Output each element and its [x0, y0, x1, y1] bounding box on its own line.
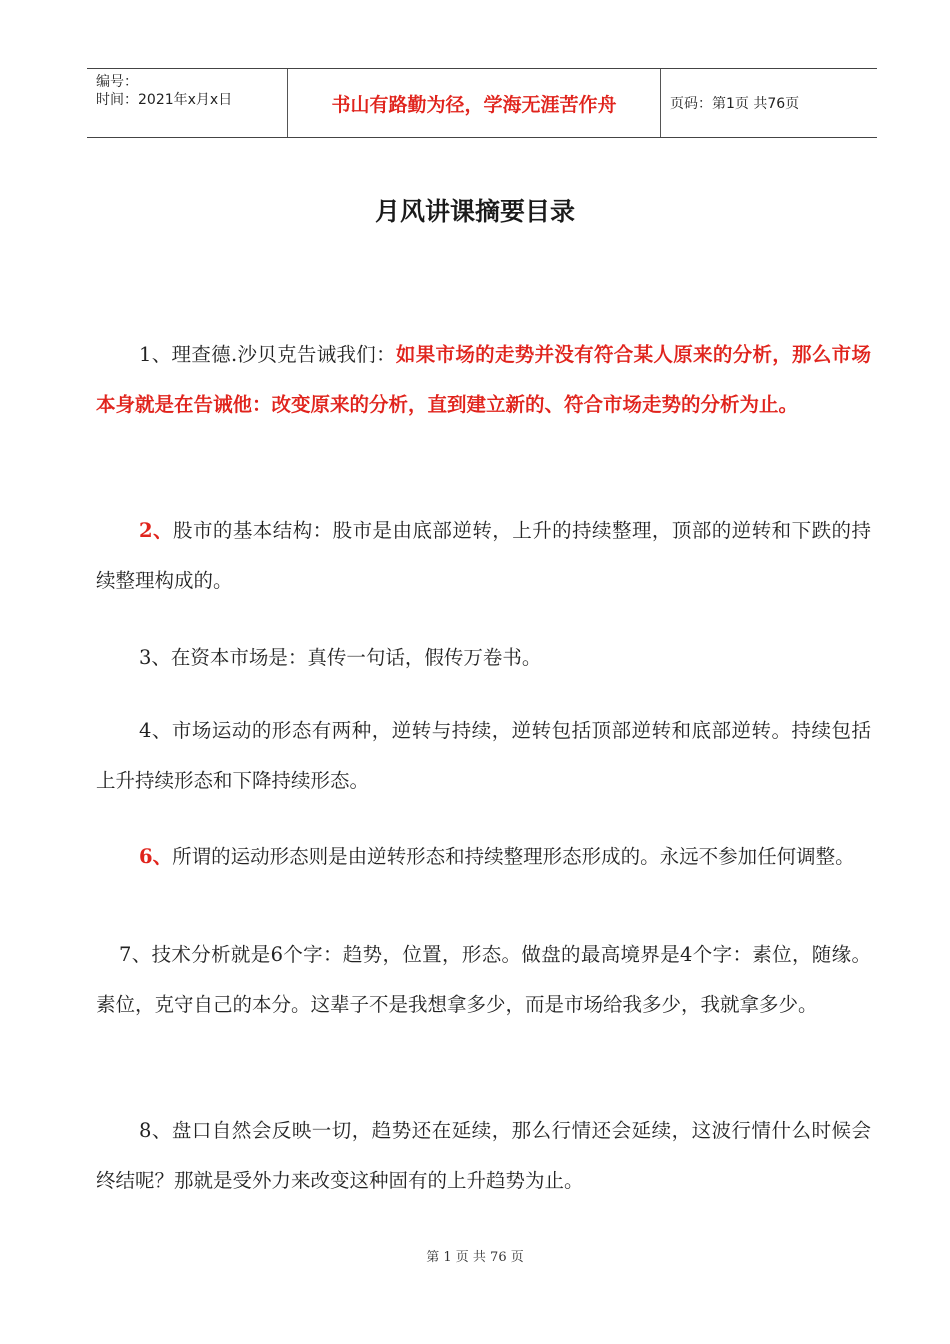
list-item-1 — [96, 330, 871, 430]
item-number: 8、 — [139, 1119, 172, 1142]
item-text: 盘口自然会反映一切，趋势还在延续，那么行情还会延续，这波行情什么时候会终结呢？那就是受外力来改变这种固有的上升趋势为止。 — [96, 1119, 871, 1192]
header-page-info: 页码：第1页 共76页 — [670, 96, 800, 112]
document-header — [87, 68, 877, 138]
item-number: 3、 — [139, 646, 171, 669]
item-text: 技术分析就是6个字：趋势，位置，形态。做盘的最高境界是4个字：素位，随缘。素位，克守自己的本分。这辈子不是我想拿多少，而是市场给我多少，我就拿多少。 — [96, 943, 871, 1016]
item-text: 市场运动的形态有两种，逆转与持续，逆转包括顶部逆转和底部逆转。持续包括上升持续形态和下降持续形态。 — [96, 719, 871, 792]
page-footer: 第 1 页 共 76 页 — [426, 1250, 524, 1265]
list-item-6 — [96, 832, 871, 882]
header-motto: 书山有路勤为径，学海无涯苦作舟 — [288, 69, 661, 137]
item-text: 所谓的运动形态则是由逆转形态和持续整理形态形成的。永远不参加任何调整。 — [172, 845, 855, 868]
page-title: 月风讲课摘要目录 — [374, 197, 575, 226]
item-highlight: 如果市场的走势并没有符合某人原来的分析，那么市场本身就是在告诫他：改变原来的分析，直到建立新的、符合市场走势的分析为止。 — [96, 343, 871, 416]
item-number: 6、 — [139, 845, 173, 868]
item-number: 7、 — [119, 943, 152, 966]
time-label: 时间：2021年x月x日 — [96, 92, 233, 108]
list-item-3 — [96, 633, 871, 683]
item-text: 在资本市场是：真传一句话，假传万卷书。 — [170, 646, 542, 669]
list-item-2 — [96, 506, 871, 606]
list-item-4 — [96, 706, 871, 806]
item-text: 理查德.沙贝克告诫我们： — [171, 343, 396, 366]
list-item-8 — [96, 1106, 871, 1206]
header-meta — [87, 69, 288, 137]
code-label: 编号： — [96, 74, 138, 90]
item-number: 4、 — [139, 719, 172, 742]
item-text: 股市的基本结构：股市是由底部逆转，上升的持续整理，顶部的逆转和下跌的持续整理构成的。 — [96, 519, 871, 592]
item-number: 1、 — [139, 343, 172, 366]
item-number: 2、 — [139, 519, 173, 542]
list-item-7 — [96, 930, 871, 1030]
